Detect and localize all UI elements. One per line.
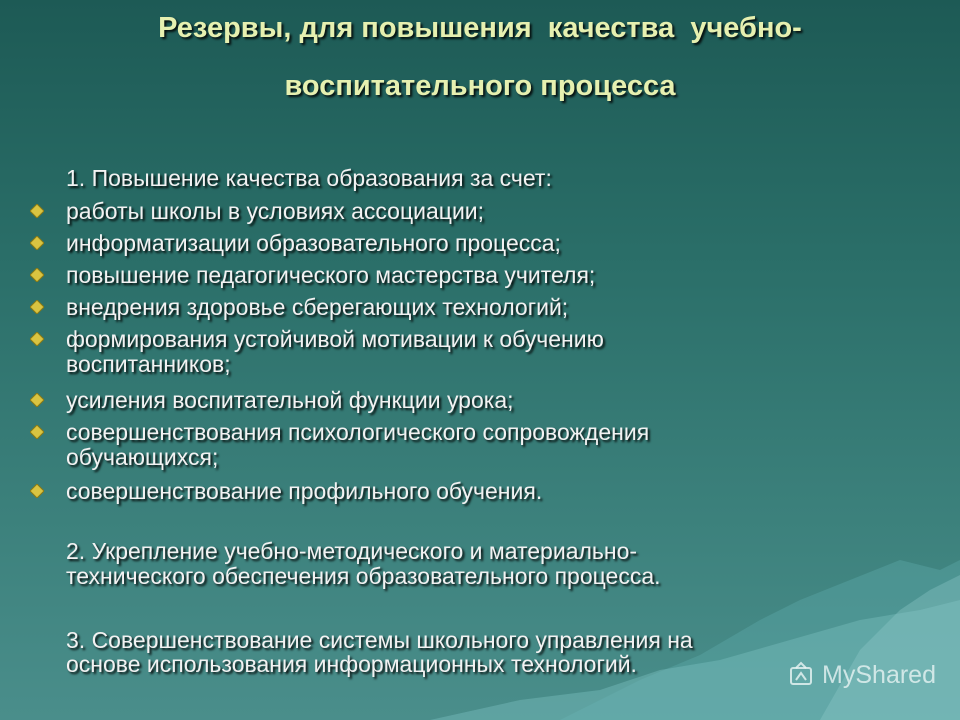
diamond-bullet-icon	[30, 300, 44, 314]
diamond-bullet-icon	[30, 484, 44, 498]
diamond-bullet-icon	[30, 332, 44, 346]
myshared-logo-icon	[786, 660, 816, 690]
watermark	[786, 660, 936, 690]
watermark-text: MyShared	[822, 660, 936, 689]
bullet-item: совершенствование профильного обучения.	[66, 478, 543, 504]
item-2-line-1: 2. Укрепление учебно-методического и материально-	[66, 538, 638, 564]
bullet-item: внедрения здоровье сберегающих технологий;	[66, 294, 569, 320]
item-3-line-2: основе использования информационных технологий.	[66, 651, 637, 677]
bullet-item: формирования устойчивой мотивации к обучению	[66, 326, 604, 352]
item-3-line-1: 3. Совершенствование системы школьного управления на	[66, 627, 693, 653]
diamond-bullet-icon	[30, 268, 44, 282]
diamond-bullet-icon	[30, 236, 44, 250]
bullet-item: усиления воспитательной функции урока;	[66, 387, 514, 413]
bullet-item-continuation: обучающихся;	[66, 444, 219, 470]
bullet-item: информатизации образовательного процесса;	[66, 230, 561, 256]
bullet-item: совершенствования психологического сопровождения	[66, 419, 650, 445]
bullet-item: работы школы в условиях ассоциации;	[66, 198, 485, 224]
heading-item-1: 1. Повышение качества образования за счет:	[66, 165, 552, 191]
slide-title-line-1: Резервы, для повышения качества учебно-	[158, 12, 802, 44]
item-2-line-2: технического обеспечения образовательного процесса.	[66, 563, 661, 589]
diamond-bullet-icon	[30, 393, 44, 407]
bullet-item: повышение педагогического мастерства учителя;	[66, 262, 596, 288]
diamond-bullet-icon	[30, 204, 44, 218]
diamond-bullet-icon	[30, 425, 44, 439]
slide-title-line-2: воспитательного процесса	[284, 70, 676, 102]
bullet-item-continuation: воспитанников;	[66, 351, 231, 377]
